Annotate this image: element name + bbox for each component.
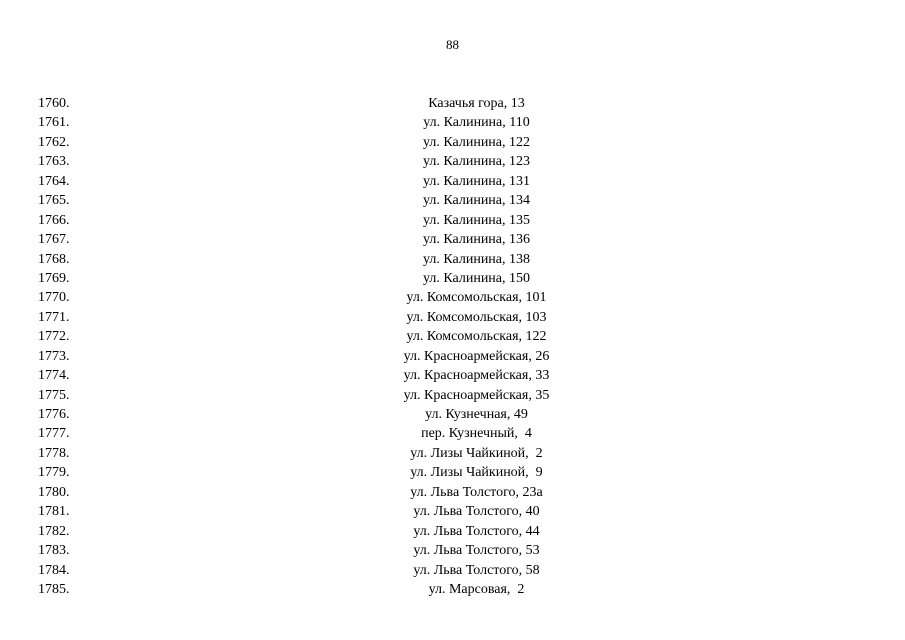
list-item	[0, 191, 905, 210]
item-address: ул. Льва Толстого, 40	[413, 504, 540, 520]
item-number: 1762.	[38, 134, 70, 150]
item-address: ул. Красноармейская, 33	[403, 368, 550, 384]
item-number: 1763.	[38, 154, 70, 170]
item-address: ул. Льва Толстого, 23а	[410, 484, 543, 500]
list-item	[0, 172, 905, 191]
list-item	[0, 113, 905, 132]
item-number: 1783.	[38, 543, 70, 559]
item-number: 1771.	[38, 309, 70, 325]
item-number: 1776.	[38, 407, 70, 422]
item-number: 1773.	[38, 348, 70, 364]
address-list	[0, 94, 905, 599]
item-number: 1770.	[38, 290, 70, 306]
item-number: 1766.	[38, 212, 70, 228]
list-item	[0, 327, 905, 346]
list-item	[0, 541, 905, 560]
list-item	[0, 424, 905, 443]
item-address: ул. Калинина, 123	[422, 154, 531, 170]
item-address: пер. Кузнечный, 4	[421, 426, 532, 442]
item-address: ул. Марсовая, 2	[428, 581, 525, 597]
list-item	[0, 463, 905, 482]
item-number: 1764.	[38, 173, 70, 189]
list-item	[0, 308, 905, 327]
list-item	[0, 561, 905, 580]
list-item	[0, 230, 905, 249]
item-address: ул. Калинина, 131	[422, 173, 531, 189]
item-number: 1778.	[38, 445, 70, 461]
item-number: 1767.	[38, 232, 70, 248]
list-item	[0, 288, 905, 307]
item-address: ул. Калинина, 110	[423, 115, 530, 131]
item-address: ул. Калинина, 138	[422, 251, 531, 267]
list-item	[0, 152, 905, 171]
page-number: 88	[446, 37, 459, 52]
item-address: ул. Калинина, 135	[422, 212, 531, 228]
item-address: ул. Красноармейская, 35	[403, 387, 550, 403]
list-item	[0, 483, 905, 502]
list-item	[0, 580, 905, 599]
list-item	[0, 386, 905, 405]
list-item	[0, 502, 905, 521]
item-number: 1775.	[38, 387, 70, 403]
list-item	[0, 211, 905, 230]
item-address: ул. Калинина, 122	[422, 134, 531, 150]
item-address: ул. Кузнечная, 49	[425, 407, 528, 422]
item-number: 1785.	[38, 581, 70, 597]
item-number: 1772.	[38, 329, 70, 345]
item-address: ул. Льва Толстого, 44	[413, 523, 540, 539]
list-item	[0, 522, 905, 541]
item-number: 1784.	[38, 562, 70, 578]
item-number: 1769.	[38, 270, 70, 286]
item-number: 1780.	[38, 484, 70, 500]
item-number: 1768.	[38, 251, 70, 267]
item-address: ул. Красноармейская, 26	[403, 348, 550, 364]
item-number: 1779.	[38, 465, 70, 481]
item-number: 1761.	[38, 115, 70, 131]
list-item	[0, 347, 905, 366]
item-address: Казачья гора, 13	[428, 96, 525, 111]
item-address: ул. Комсомольская, 101	[406, 290, 547, 306]
item-address: ул. Лизы Чайкиной, 2	[410, 445, 543, 461]
item-address: ул. Комсомольская, 122	[406, 329, 547, 345]
item-number: 1782.	[38, 523, 70, 539]
item-number: 1777.	[38, 426, 70, 442]
item-address: ул. Калинина, 136	[422, 232, 531, 248]
item-address: ул. Льва Толстого, 53	[413, 543, 540, 559]
item-number: 1760.	[38, 96, 70, 111]
list-item	[0, 405, 905, 424]
item-number: 1774.	[38, 368, 70, 384]
item-address: ул. Калинина, 134	[422, 193, 531, 209]
item-address: ул. Калинина, 150	[422, 270, 531, 286]
item-number: 1765.	[38, 193, 70, 209]
item-address: ул. Льва Толстого, 58	[413, 562, 540, 578]
list-item	[0, 94, 905, 113]
item-address: ул. Лизы Чайкиной, 9	[410, 465, 543, 481]
list-item	[0, 269, 905, 288]
item-number: 1781.	[38, 504, 70, 520]
list-item	[0, 250, 905, 269]
item-address: ул. Комсомольская, 103	[406, 309, 547, 325]
list-item	[0, 366, 905, 385]
list-item	[0, 444, 905, 463]
list-item	[0, 133, 905, 152]
